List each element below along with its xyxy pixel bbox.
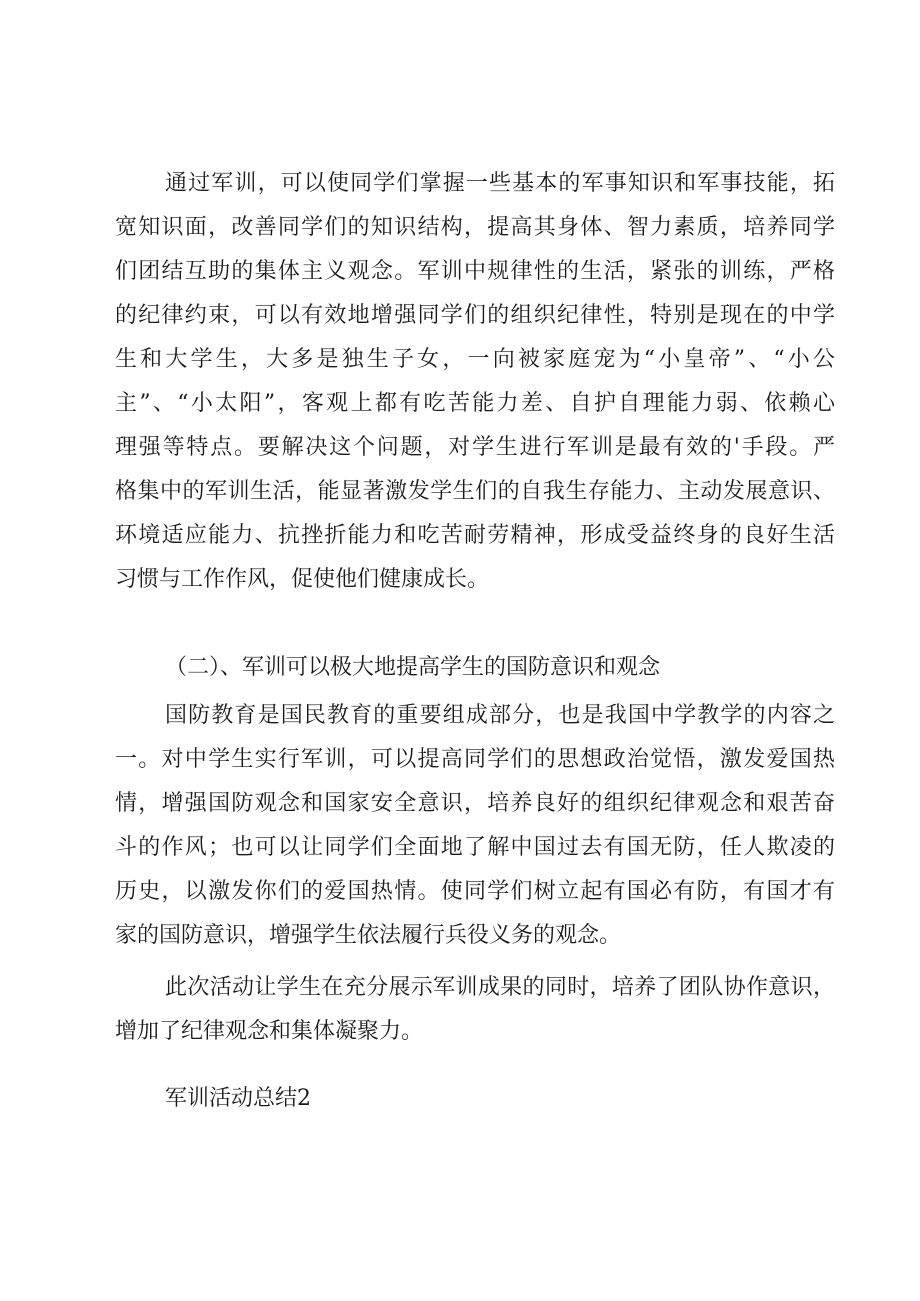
section-title: 军训活动总结2 xyxy=(165,1086,311,1111)
paragraph-line: 历史，以激发你们的爱国热情。使同学们树立起有国必有防，有国才有 xyxy=(115,879,835,904)
paragraph-military-training-benefits xyxy=(115,162,835,602)
paragraph-line: 宽知识面，改善同学们的知识结构，提高其身体、智力素质，培养同学 xyxy=(115,215,835,240)
paragraph-line: 通过军训，可以使同学们掌握一些基本的军事知识和军事技能，拓 xyxy=(165,171,835,196)
paragraph-line: 国防教育是国民教育的重要组成部分，也是我国中学教学的内容之 xyxy=(165,703,835,728)
paragraph-line: 情，增强国防观念和国家安全意识，培养良好的组织纪律观念和艰苦奋 xyxy=(115,791,835,816)
paragraph-activity-summary xyxy=(115,966,835,1054)
paragraph-line: 的纪律约束，可以有效地增强同学们的组织纪律性，特别是现在的中学 xyxy=(115,303,835,328)
paragraph-line: 格集中的军训生活，能显著激发学生们的自我生存能力、主动发展意识、 xyxy=(115,479,835,504)
paragraph-national-defense xyxy=(115,694,835,958)
paragraph-line: 生和大学生，大多是独生子女，一向被家庭宠为“小皇帝”、“小公 xyxy=(115,347,835,372)
paragraph-line: 习惯与工作作风，促使他们健康成长。 xyxy=(115,567,490,592)
paragraph-line: 此次活动让学生在充分展示军训成果的同时，培养了团队协作意识， xyxy=(165,975,835,1000)
paragraph-line: 们团结互助的集体主义观念。军训中规律性的生活，紧张的训练，严格 xyxy=(115,259,835,284)
paragraph-line: 家的国防意识，增强学生依法履行兵役义务的观念。 xyxy=(115,923,622,948)
paragraph-line: 主”、“小太阳”，客观上都有吃苦能力差、自护自理能力弱、依赖心 xyxy=(115,391,835,416)
paragraph-line: 增加了纪律观念和集体凝聚力。 xyxy=(115,1019,424,1044)
section-heading: （二）、军训可以极大地提高学生的国防意识和观念 xyxy=(165,655,661,680)
paragraph-line: 一。对中学生实行军训，可以提高同学们的思想政治觉悟，激发爱国热 xyxy=(115,747,835,772)
paragraph-line: 斗的作风；也可以让同学们全面地了解中国过去有国无防，任人欺凌的 xyxy=(115,835,835,860)
paragraph-line: 理强等特点。要解决这个问题，对学生进行军训是最有效的'手段。严 xyxy=(115,435,835,460)
paragraph-line: 环境适应能力、抗挫折能力和吃苦耐劳精神，形成受益终身的良好生活 xyxy=(115,523,835,548)
